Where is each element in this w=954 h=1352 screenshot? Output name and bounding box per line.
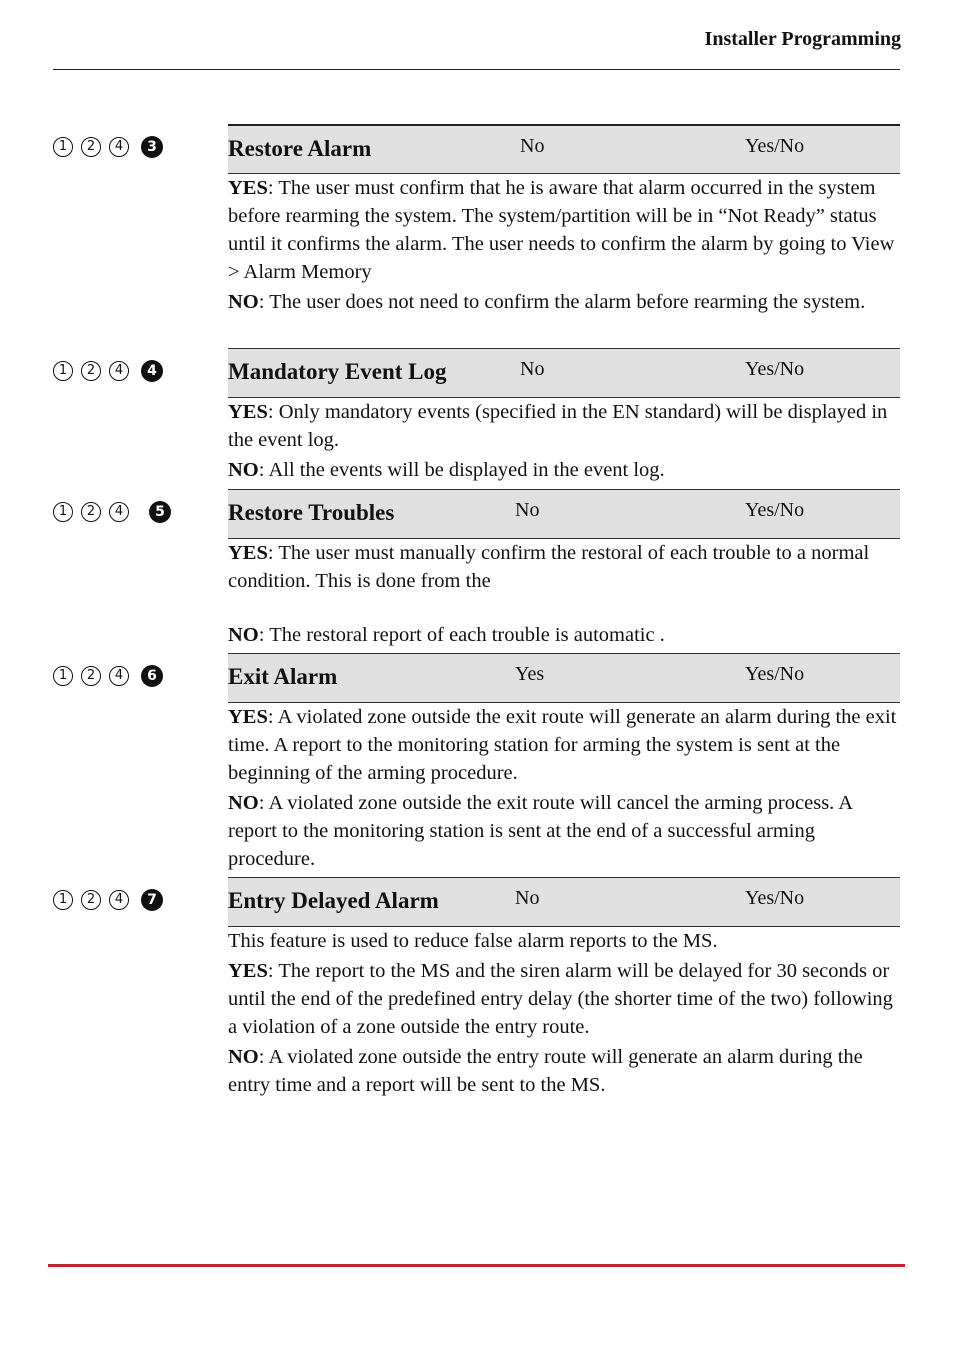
setting-header-bar <box>228 653 900 703</box>
no-label: NO <box>228 792 259 814</box>
no-label: NO <box>228 291 259 313</box>
no-paragraph <box>228 621 900 649</box>
menu-path <box>53 661 163 691</box>
circled-2-icon: 2 <box>81 502 101 522</box>
no-paragraph <box>228 1043 900 1099</box>
setting-description <box>228 398 900 486</box>
yes-text: : Only mandatory events (specified in the EN standard) will be displayed in the event log. <box>228 401 888 451</box>
setting-header-bar <box>228 124 900 174</box>
circled-4-icon: 4 <box>109 361 129 381</box>
setting-restore-troubles <box>53 489 900 653</box>
menu-path <box>53 885 163 915</box>
setting-mandatory-event-log <box>53 348 900 489</box>
step-number-badge: 7 <box>141 889 163 911</box>
yes-label: YES <box>228 177 268 199</box>
yes-label: YES <box>228 706 268 728</box>
circled-4-icon: 4 <box>109 666 129 686</box>
setting-title: Restore Alarm <box>228 136 372 161</box>
setting-title: Restore Troubles <box>228 500 395 525</box>
no-text: : A violated zone outside the entry route will generate an alarm during the entry time and a report will be sent to the MS. <box>228 1046 863 1096</box>
value-range: Yes/No <box>745 663 805 685</box>
footer-divider <box>48 1264 905 1267</box>
no-label: NO <box>228 624 259 646</box>
setting-exit-alarm <box>53 653 900 877</box>
yes-label: YES <box>228 401 268 423</box>
step-number-badge: 3 <box>141 136 163 158</box>
default-value: No <box>515 499 540 521</box>
value-range: Yes/No <box>745 887 805 909</box>
circled-1-icon: 1 <box>53 137 73 157</box>
no-paragraph <box>228 456 900 484</box>
setting-header-bar <box>228 348 900 398</box>
yes-text: : The report to the MS and the siren alarm will be delayed for 30 seconds or until the end of the predefined entry delay (the shorter time of the two) following a violation of a zone outside the entry route. <box>228 960 893 1038</box>
circled-1-icon: 1 <box>53 361 73 381</box>
setting-title: Mandatory Event Log <box>228 359 447 384</box>
yes-paragraph <box>228 398 900 454</box>
value-range: Yes/No <box>745 358 805 380</box>
setting-entry-delayed-alarm <box>53 877 900 1117</box>
yes-label: YES <box>228 960 268 982</box>
no-text: : A violated zone outside the exit route will cancel the arming process. A report to the monitoring station is sent at the end of a successful arming procedure. <box>228 792 852 870</box>
setting-header-bar <box>228 877 900 927</box>
yes-paragraph <box>228 174 900 286</box>
yes-paragraph <box>228 957 900 1041</box>
menu-path <box>53 132 163 162</box>
value-range: Yes/No <box>745 499 805 521</box>
circled-4-icon: 4 <box>109 137 129 157</box>
spacer <box>228 597 900 621</box>
yes-text: : The user must confirm that he is aware that alarm occurred in the system before rearming the system. The system/partition will be in “Not Ready” status until it confirms the alarm. The user needs to confirm the alarm by going to View > Alarm Memory <box>228 177 895 283</box>
setting-header-bar <box>228 489 900 539</box>
circled-4-icon: 4 <box>109 502 129 522</box>
circled-2-icon: 2 <box>81 361 101 381</box>
no-label: NO <box>228 459 259 481</box>
yes-text: : The user must manually confirm the restoral of each trouble to a normal condition. This is done from the <box>228 542 870 592</box>
circled-2-icon: 2 <box>81 890 101 910</box>
step-number-badge: 4 <box>141 360 163 382</box>
no-text: : The restoral report of each trouble is automatic . <box>258 624 665 646</box>
setting-description <box>228 927 900 1101</box>
circled-1-icon: 1 <box>53 666 73 686</box>
setting-description <box>228 703 900 875</box>
no-text: : The user does not need to confirm the alarm before rearming the system. <box>258 291 866 313</box>
intro-paragraph: This feature is used to reduce false alarm reports to the MS. <box>228 930 718 952</box>
no-text: : All the events will be displayed in the event log. <box>258 459 665 481</box>
circled-1-icon: 1 <box>53 890 73 910</box>
yes-paragraph <box>228 539 900 595</box>
no-paragraph <box>228 789 900 873</box>
setting-title: Entry Delayed Alarm <box>228 888 439 913</box>
no-label: NO <box>228 1046 259 1068</box>
page-header-title: Installer Programming <box>704 28 901 50</box>
yes-paragraph <box>228 703 900 787</box>
setting-restore-alarm <box>53 124 900 348</box>
circled-1-icon: 1 <box>53 502 73 522</box>
default-value: Yes <box>515 663 545 685</box>
default-value: No <box>515 887 540 909</box>
setting-title: Exit Alarm <box>228 664 338 689</box>
step-number-badge: 5 <box>149 501 171 523</box>
circled-4-icon: 4 <box>109 890 129 910</box>
menu-path <box>53 356 163 386</box>
value-range: Yes/No <box>745 135 805 157</box>
yes-text: : A violated zone outside the exit route will generate an alarm during the exit time. A report to the monitoring station for arming the system is sent at the beginning of the arming procedure. <box>228 706 897 784</box>
setting-description <box>228 174 900 318</box>
yes-label: YES <box>228 542 268 564</box>
default-value: No <box>520 135 545 157</box>
setting-description <box>228 539 900 651</box>
no-paragraph <box>228 288 900 316</box>
circled-2-icon: 2 <box>81 137 101 157</box>
step-number-badge: 6 <box>141 665 163 687</box>
circled-2-icon: 2 <box>81 666 101 686</box>
header-divider <box>53 69 900 70</box>
default-value: No <box>520 358 545 380</box>
menu-path <box>53 497 171 527</box>
